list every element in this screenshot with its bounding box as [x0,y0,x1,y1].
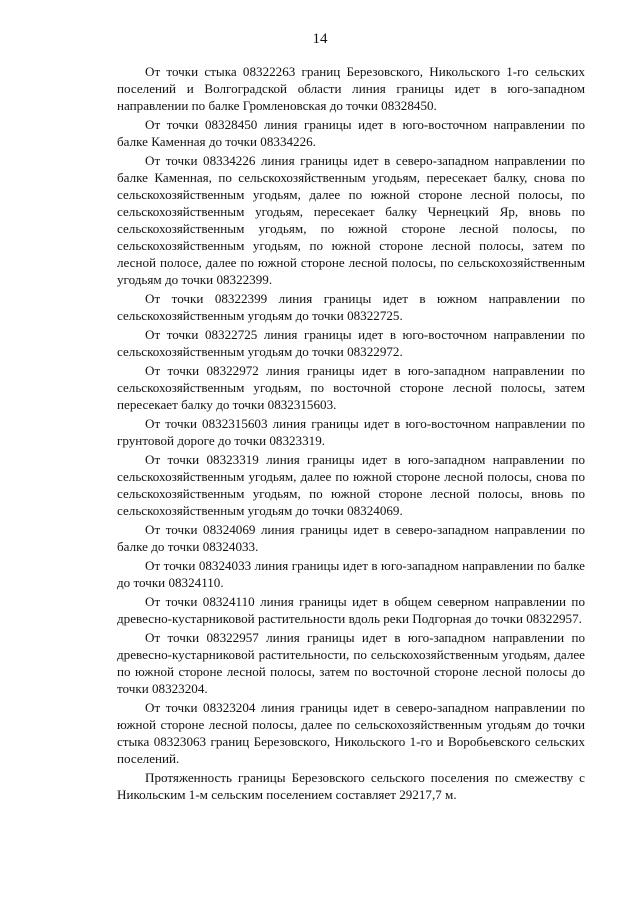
paragraph-10: От точки 08324033 линия границы идет в юго-западном направлении по балке до точки 08324110. [117,558,585,590]
paragraph-7: От точки 0832315603 линия границы идет в юго-восточном направлении по грунтовой дороге до точки 08323319. [117,416,585,448]
page-number: 14 [312,31,328,47]
paragraph-12: От точки 08322957 линия границы идет в юго-западном направлении по древесно-кустарниковой растительности, по сельскохозяйственным угодьям, далее по южной стороне лесной полосы, затем по восточной стороне лесной полосы до точки 08323204. [117,630,585,696]
paragraph-13: От точки 08323204 линия границы идет в северо-западном направлении по южной стороне лесной полосы, далее по сельскохозяйственным угодьям до точки стыка 08323063 границ Березовского, Никольского 1-го и Воробьевского сельских поселений. [117,700,585,766]
paragraph-9: От точки 08324069 линия границы идет в северо-западном направлении по балке до точки 08324033. [117,522,585,554]
paragraph-8: От точки 08323319 линия границы идет в юго-западном направлении по сельскохозяйственным угодьям, далее по южной стороне лесной полосы, снова по сельскохозяйственным угодьям, по южной стороне лесной полосы, вновь по сельскохозяйственным угодьям до точки 08324069. [117,452,585,518]
paragraph-11: От точки 08324110 линия границы идет в общем северном направлении по древесно-кустарниковой растительности вдоль реки Подгорная до точки 08322957. [117,594,585,626]
paragraph-4: От точки 08322399 линия границы идет в южном направлении по сельскохозяйственным угодьям до точки 08322725. [117,291,585,323]
paragraph-5: От точки 08322725 линия границы идет в юго-восточном направлении по сельскохозяйственным угодьям до точки 08322972. [117,327,585,359]
paragraph-6: От точки 08322972 линия границы идет в юго-западном направлении по сельскохозяйственным угодьям, по восточной стороне лесной полосы, затем пересекает балку до точки 0832315603. [117,363,585,412]
paragraph-1: От точки стыка 08322263 границ Березовского, Никольского 1-го сельских поселений и Волгоградской области линия границы идет в юго-западном направлении по балке Громленовская до точки 08328450. [117,64,585,113]
paragraph-2: От точки 08328450 линия границы идет в юго-восточном направлении по балке Каменная до точки 08334226. [117,117,585,149]
paragraph-14: Протяженность границы Березовского сельского поселения по смежеству с Никольским 1-м сельским поселением составляет 29217,7 м. [117,770,585,802]
document-body [117,63,585,805]
paragraph-3: От точки 08334226 линия границы идет в северо-западном направлении по балке Каменная, по сельскохозяйственным угодьям, пересекает балку, снова по сельскохозяйственным угодьям, далее по южной стороне лесной полосы, по сельскохозяйственным угодьям, пересекает балку Чернецкий Яр, вновь по сельскохозяйственным угодьям, по южной стороне лесной полосы, по сельскохозяйственным угодьям, по южной стороне лесной полосы, затем по лесной полосе, далее по южной стороне лесной полосы, по сельскохозяйственным угодьям до точки 08322399. [117,153,585,287]
